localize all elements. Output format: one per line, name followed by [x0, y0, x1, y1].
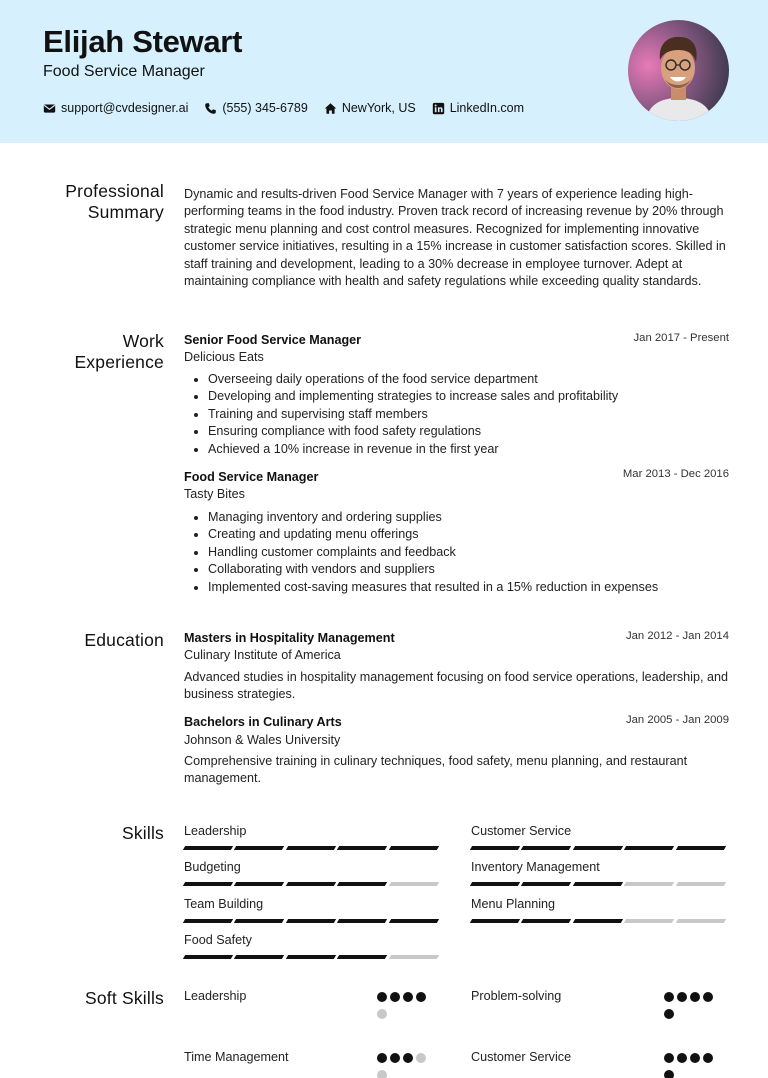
rating-dot [677, 1053, 687, 1063]
rating-dot [664, 1070, 674, 1078]
list-item: Implemented cost-saving measures that resulted in a 15% reduction in expenses [184, 579, 729, 596]
rating-dot [664, 1053, 674, 1063]
contact-phone-text: (555) 345-6789 [222, 101, 308, 115]
skill-level-segment [675, 919, 726, 923]
header-banner [0, 0, 768, 143]
skill-level-segment [675, 846, 726, 850]
skill-level-segment [234, 919, 285, 923]
school-name: Johnson & Wales University [184, 733, 341, 747]
skill-level-segment [337, 919, 388, 923]
list-item: Achieved a 10% increase in revenue in the first year [184, 441, 729, 458]
skill-item [184, 860, 441, 886]
rating-dot [403, 992, 413, 1002]
skill-level-segment [388, 846, 439, 850]
skill-level-segment [521, 882, 572, 886]
skill-level-segment [286, 846, 337, 850]
rating-dot [416, 1053, 426, 1063]
rating-dot [677, 992, 687, 1002]
skill-item [471, 897, 728, 923]
contact-linkedin[interactable] [432, 101, 524, 115]
skill-level-segment [388, 955, 439, 959]
skill-label: Leadership [184, 824, 247, 838]
skill-label: Customer Service [471, 824, 572, 838]
skill-level-segment [521, 846, 572, 850]
list-item: Developing and implementing strategies to increase sales and profitability [184, 388, 729, 405]
list-item: Collaborating with vendors and suppliers [184, 561, 729, 578]
degree-title: Bachelors in Culinary Arts [184, 715, 342, 729]
rating-dot [390, 1053, 400, 1063]
job-company: Tasty Bites [184, 487, 245, 501]
job-dates: Jan 2017 - Present [633, 332, 729, 344]
phone-icon [204, 102, 217, 115]
section-heading-summary [65, 181, 164, 223]
skill-level-segment [573, 919, 624, 923]
soft-skill-rating [377, 992, 437, 1026]
skill-level-segment [624, 846, 675, 850]
list-item: Handling customer complaints and feedback [184, 544, 729, 561]
list-item: Managing inventory and ordering supplies [184, 509, 729, 526]
avatar [628, 20, 729, 121]
contact-bar [43, 101, 540, 115]
rating-dot [664, 1009, 674, 1019]
soft-skill-rating [664, 992, 724, 1026]
rating-dot [690, 992, 700, 1002]
candidate-name: Elijah Stewart [43, 24, 243, 59]
summary-text: Dynamic and results-driven Food Service Manager with 7 years of experience leading high-performing teams in the food industry. Proven track record of increasing revenue by 20% through strategic menu planning and cost control measures. Recognized for implementing innovative customer service initiatives, resulting in a 15% increase in customer satisfaction scores. Skilled in staff training and development, leading to a 30% decrease in employee turnover. Adept at maintaining compliance with health and safety regulations while exceeding quality standards. [184, 187, 726, 289]
skill-level-segment [470, 846, 521, 850]
contact-email[interactable] [43, 101, 188, 115]
skill-level-segment [624, 882, 675, 886]
skill-level-bar [471, 919, 728, 923]
job-company: Delicious Eats [184, 350, 264, 364]
skill-level-segment [470, 919, 521, 923]
profile-photo [628, 20, 729, 121]
section-heading-education: Education [84, 630, 164, 650]
soft-skill-label: Leadership [184, 989, 247, 1003]
job-dates: Mar 2013 - Dec 2016 [622, 468, 729, 480]
list-item: Creating and updating menu offerings [184, 526, 729, 543]
skill-level-segment [183, 846, 234, 850]
section-heading-skills: Skills [121, 823, 164, 843]
skill-level-bar [184, 882, 441, 886]
skill-level-segment [234, 846, 285, 850]
skill-item [184, 933, 441, 959]
list-item: Ensuring compliance with food safety regulations [184, 423, 729, 440]
skill-level-bar [471, 882, 728, 886]
skill-item [471, 824, 728, 850]
education-dates: Jan 2005 - Jan 2009 [625, 714, 729, 726]
skill-level-segment [337, 955, 388, 959]
contact-location-text: NewYork, US [341, 101, 416, 115]
list-item: Training and supervising staff members [184, 406, 729, 423]
heading-line: Summary [87, 202, 164, 222]
rating-dot [377, 1009, 387, 1019]
skill-level-segment [337, 846, 388, 850]
education-description: Advanced studies in hospitality management focusing on food service operations, leadership, and business strategies. [184, 670, 728, 702]
skill-level-segment [286, 919, 337, 923]
skill-level-segment [183, 882, 234, 886]
job-bullets [184, 371, 729, 458]
rating-dot [664, 992, 674, 1002]
rating-dot [703, 1053, 713, 1063]
candidate-title: Food Service Manager [43, 63, 205, 80]
education-dates: Jan 2012 - Jan 2014 [625, 630, 729, 642]
job-bullets [184, 509, 729, 596]
contact-location [324, 101, 416, 115]
list-item: Overseeing daily operations of the food service department [184, 371, 729, 388]
skill-level-bar [471, 846, 728, 850]
skill-level-segment [573, 846, 624, 850]
skill-level-segment [470, 882, 521, 886]
heading-line: Professional [65, 181, 164, 201]
skill-level-segment [573, 882, 624, 886]
skill-label: Budgeting [184, 860, 241, 874]
soft-skill-label: Problem-solving [471, 989, 562, 1003]
rating-dot [703, 992, 713, 1002]
skill-level-segment [624, 919, 675, 923]
school-name: Culinary Institute of America [184, 648, 341, 662]
skill-level-segment [388, 919, 439, 923]
section-heading-experience [74, 331, 164, 373]
skill-level-bar [184, 955, 441, 959]
skill-item [184, 824, 441, 850]
soft-skill-label: Time Management [184, 1050, 289, 1064]
skill-level-bar [184, 919, 441, 923]
job-title: Senior Food Service Manager [184, 333, 362, 347]
skill-level-segment [183, 955, 234, 959]
heading-line: Experience [74, 352, 164, 372]
skill-item [471, 860, 728, 886]
degree-title: Masters in Hospitality Management [184, 631, 395, 645]
section-heading-soft-skills: Soft Skills [84, 988, 164, 1008]
rating-dot [390, 992, 400, 1002]
contact-email-text: support@cvdesigner.ai [61, 101, 189, 115]
skill-level-segment [234, 882, 285, 886]
contact-phone[interactable] [204, 101, 307, 115]
skill-level-segment [675, 882, 726, 886]
soft-skill-rating [377, 1053, 437, 1078]
skill-level-segment [388, 882, 439, 886]
rating-dot [403, 1053, 413, 1063]
skill-level-segment [337, 882, 388, 886]
job-title: Food Service Manager [184, 470, 319, 484]
skill-level-bar [184, 846, 441, 850]
rating-dot [377, 992, 387, 1002]
skill-level-segment [234, 955, 285, 959]
rating-dot [377, 1070, 387, 1078]
skill-label: Team Building [184, 897, 264, 911]
contact-linkedin-text: LinkedIn.com [449, 101, 525, 115]
heading-line: Work [122, 331, 164, 351]
skill-level-segment [286, 955, 337, 959]
rating-dot [416, 992, 426, 1002]
home-icon [324, 102, 337, 115]
rating-dot [690, 1053, 700, 1063]
skill-level-segment [521, 919, 572, 923]
skill-label: Food Safety [184, 933, 252, 947]
skill-level-segment [183, 919, 234, 923]
envelope-icon [43, 102, 56, 115]
education-description: Comprehensive training in culinary techniques, food safety, menu planning, and restaurant management. [184, 754, 688, 786]
linkedin-icon [432, 102, 445, 115]
skill-level-segment [286, 882, 337, 886]
rating-dot [377, 1053, 387, 1063]
soft-skill-rating [664, 1053, 724, 1078]
skill-item [184, 897, 441, 923]
skill-label: Menu Planning [471, 897, 556, 911]
skill-label: Inventory Management [471, 860, 600, 874]
soft-skill-label: Customer Service [471, 1050, 572, 1064]
